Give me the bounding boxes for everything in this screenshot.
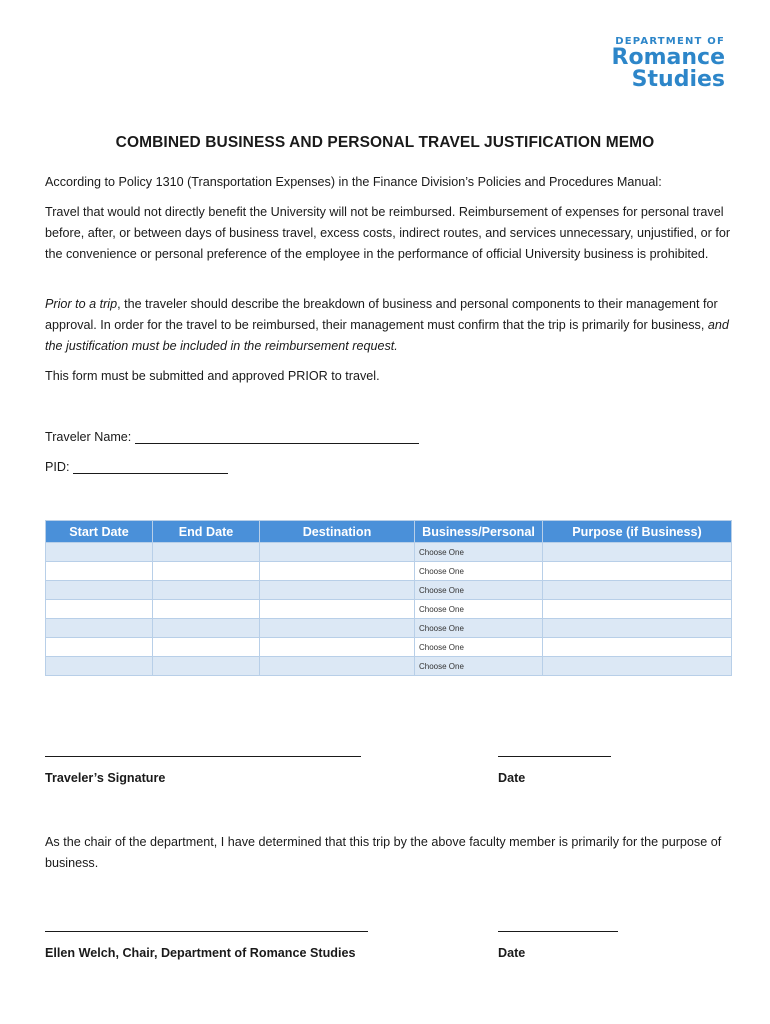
business-personal-dropdown[interactable]: Choose One — [415, 619, 543, 638]
pid-label: PID: — [45, 460, 70, 474]
logo-brand-line-1: Romance — [611, 45, 725, 70]
traveler-signature-label: Traveler’s Signature — [45, 771, 166, 785]
start-date-cell[interactable] — [46, 619, 153, 638]
business-personal-dropdown[interactable]: Choose One — [415, 543, 543, 562]
table-row — [46, 600, 732, 619]
chair-date-label: Date — [498, 946, 526, 960]
table-header-row — [46, 521, 732, 543]
start-date-cell[interactable] — [46, 581, 153, 600]
chair-signature-label: Ellen Welch, Chair, Department of Romance Studies — [45, 946, 356, 960]
business-personal-dropdown[interactable]: Choose One — [415, 562, 543, 581]
table-row — [46, 581, 732, 600]
purpose-cell[interactable] — [543, 543, 732, 562]
traveler-date-label: Date — [498, 771, 526, 785]
start-date-cell[interactable] — [46, 562, 153, 581]
pid-input[interactable] — [73, 459, 228, 474]
business-personal-dropdown[interactable]: Choose One — [415, 600, 543, 619]
destination-cell[interactable] — [260, 581, 415, 600]
purpose-cell[interactable] — [543, 657, 732, 676]
submit-note: This form must be submitted and approved PRIOR to travel. — [45, 369, 380, 383]
travel-table — [45, 520, 732, 676]
destination-cell[interactable] — [260, 600, 415, 619]
destination-cell[interactable] — [260, 657, 415, 676]
purpose-cell[interactable] — [543, 562, 732, 581]
prior-italic-end: and the justification must be included in the reimbursement request. — [45, 318, 729, 353]
table-row — [46, 657, 732, 676]
header-destination: Destination — [260, 521, 415, 543]
traveler-name-input[interactable] — [135, 429, 419, 444]
table-row — [46, 619, 732, 638]
policy-paragraph: Travel that would not directly benefit the University will not be reimbursed. Reimbursement of expenses for personal travel before, after, or between days of business travel, excess costs, indirect routes, and services unnecessary, unjustified, or for the convenience or personal preference of the employee in the performance of official University business is prohibited. — [45, 205, 731, 261]
prior-italic-start: Prior to a trip — [45, 297, 118, 311]
logo-department-text: DEPARTMENT OF — [615, 36, 725, 47]
purpose-cell[interactable] — [543, 638, 732, 657]
destination-cell[interactable] — [260, 638, 415, 657]
logo-brand-line-2: Studies — [631, 67, 725, 92]
start-date-cell[interactable] — [46, 657, 153, 676]
business-personal-dropdown[interactable]: Choose One — [415, 638, 543, 657]
end-date-cell[interactable] — [153, 657, 260, 676]
table-row — [46, 543, 732, 562]
header-start-date: Start Date — [46, 521, 153, 543]
start-date-cell[interactable] — [46, 638, 153, 657]
end-date-cell[interactable] — [153, 619, 260, 638]
purpose-cell[interactable] — [543, 619, 732, 638]
start-date-cell[interactable] — [46, 600, 153, 619]
purpose-cell[interactable] — [543, 600, 732, 619]
end-date-cell[interactable] — [153, 562, 260, 581]
end-date-cell[interactable] — [153, 638, 260, 657]
start-date-cell[interactable] — [46, 543, 153, 562]
chair-date-line[interactable] — [498, 931, 618, 932]
traveler-name-field — [45, 429, 419, 444]
intro-paragraph: According to Policy 1310 (Transportation Expenses) in the Finance Division’s Policies and Procedures Manual: — [45, 175, 662, 189]
table-row — [46, 562, 732, 581]
business-personal-dropdown[interactable]: Choose One — [415, 657, 543, 676]
header-purpose: Purpose (if Business) — [543, 521, 732, 543]
business-personal-dropdown[interactable]: Choose One — [415, 581, 543, 600]
traveler-name-label: Traveler Name: — [45, 430, 132, 444]
destination-cell[interactable] — [260, 619, 415, 638]
chair-signature-line[interactable] — [45, 931, 368, 932]
traveler-date-line[interactable] — [498, 756, 611, 757]
table-row — [46, 638, 732, 657]
destination-cell[interactable] — [260, 543, 415, 562]
page-title: COMBINED BUSINESS AND PERSONAL TRAVEL JUSTIFICATION MEMO — [115, 134, 655, 151]
header-business-personal: Business/Personal — [415, 521, 543, 543]
end-date-cell[interactable] — [153, 543, 260, 562]
purpose-cell[interactable] — [543, 581, 732, 600]
prior-middle-text: , the traveler should describe the breakdown of business and personal components to their management for approval. In order for the travel to be reimbursed, their management must confirm that the trip is primarily for business, — [45, 297, 718, 332]
end-date-cell[interactable] — [153, 581, 260, 600]
header-end-date: End Date — [153, 521, 260, 543]
department-logo — [612, 36, 725, 91]
prior-paragraph — [45, 294, 735, 357]
traveler-signature-line[interactable] — [45, 756, 361, 757]
end-date-cell[interactable] — [153, 600, 260, 619]
chair-statement: As the chair of the department, I have determined that this trip by the above faculty member is primarily for the purpose of business. — [45, 835, 722, 870]
destination-cell[interactable] — [260, 562, 415, 581]
pid-field — [45, 459, 228, 474]
